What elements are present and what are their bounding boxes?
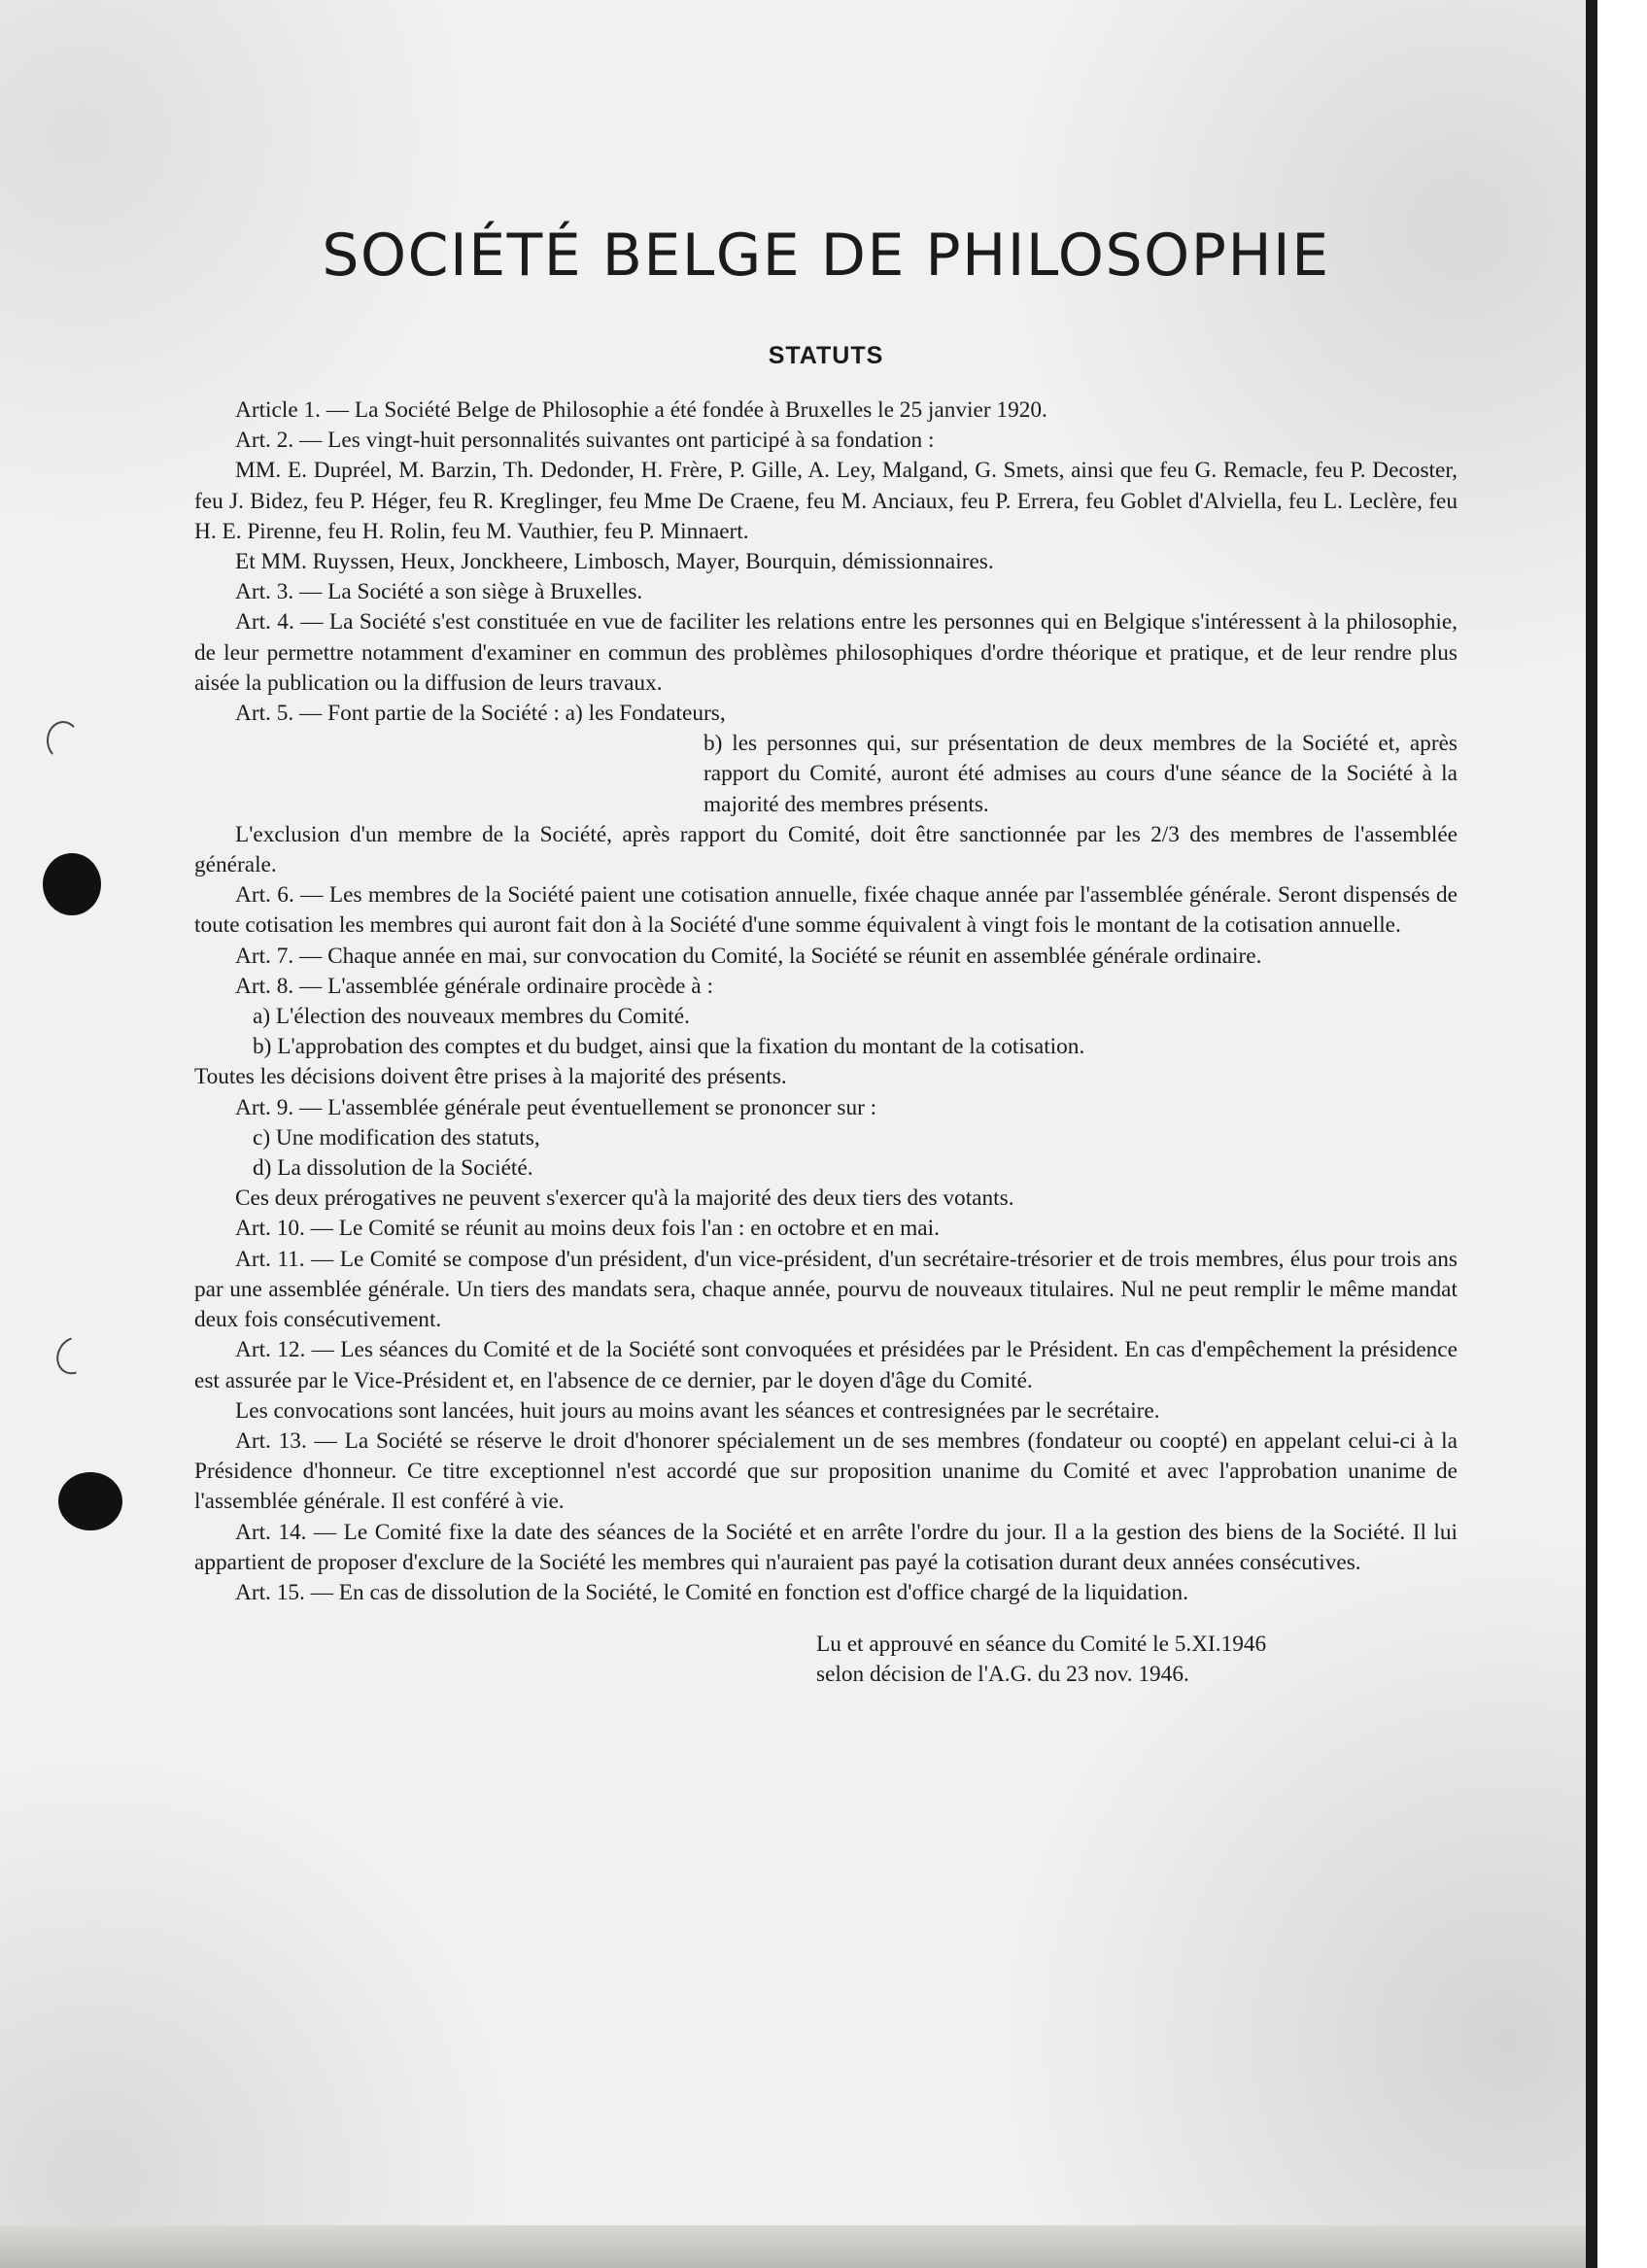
convocations-paragraph: Les convocations sont lancées, huit jours au moins avant les séances et contresignées par le secrétaire. (235, 1397, 1160, 1424)
article-1: Article 1. — La Société Belge de Philosophie a été fondée à Bruxelles le 25 janvier 1920. (235, 397, 1047, 423)
document-subtitle: STATUTS (768, 342, 884, 369)
article-7: Art. 7. — Chaque année en mai, sur convocation du Comité, la Société se réunit en assemblée générale ordinaire. (235, 943, 1262, 969)
scan-edge-strip (1586, 0, 1597, 2268)
article-8-b: b) L'approbation des comptes et du budget, ainsi que la fixation du montant de la cotisation. (253, 1034, 1085, 1060)
article-14: Art. 14. — Le Comité fixe la date des séances de la Société et en arrête l'ordre du jour. Il a la gestion des biens de la Société. Il lui appartient de proposer d'exclure de la Société les membres qui n'auraient pas payé la cotisation durant deux années consécutives. (194, 1519, 1458, 1575)
article-9-d: d) La dissolution de la Société. (253, 1155, 533, 1182)
article-13: Art. 13. — La Société se réserve le droit d'honorer spécialement un de ses membres (fondateur ou coopté) en appelant celui-ci à la Présidence d'honneur. Ce titre exceptionnel n'est accordé que sur proposition unanime du Comité et avec l'approbation unanime de l'assemblée générale. Il est conféré à vie. (194, 1427, 1458, 1515)
article-8: Art. 8. — L'assemblée générale ordinaire procède à : (235, 973, 713, 999)
exclusion-paragraph: L'exclusion d'un membre de la Société, après rapport du Comité, doit être sanctionnée par les 2/3 des membres de l'assemblée générale. (194, 821, 1458, 878)
punch-mark-icon (47, 721, 80, 760)
punch-hole-icon (43, 853, 101, 915)
article-3: Art. 3. — La Société a son siège à Bruxelles. (235, 579, 643, 605)
punch-hole-icon (58, 1472, 122, 1530)
statutes-document (194, 223, 1458, 1691)
document-body (194, 395, 1458, 1608)
article-5-b: b) les personnes qui, sur présentation de deux membres de la Société et, après rapport du Comité, auront été admises au cours d'une séance de la Société à la majorité des membres présents. (703, 731, 1458, 817)
article-12: Art. 12. — Les séances du Comité et de la Société sont convoquées et présidées par le Président. En cas d'empêchement la présidence est assurée par le Vice-Président et, en l'absence de ce dernier, par le doyen d'âge du Comité. (194, 1337, 1458, 1393)
article-15: Art. 15. — En cas de dissolution de la Société, le Comité en fonction est d'office chargé de la liquidation. (235, 1579, 1188, 1605)
approval-line-2: selon décision de l'A.G. du 23 nov. 1946. (816, 1662, 1189, 1688)
article-11: Art. 11. — Le Comité se compose d'un président, d'un vice-président, d'un secrétaire-trésorier et de trois membres, élus pour trois ans par une assemblée générale. Un tiers des mandats sera, chaque année, pourvu de nouveaux titulaires. Nul ne peut remplir le même mandat deux fois consécutivement. (194, 1246, 1458, 1333)
article-9: Art. 9. — L'assemblée générale peut éventuellement se prononcer sur : (235, 1094, 877, 1120)
decisions-paragraph: Toutes les décisions doivent être prises à la majorité des présents. (194, 1064, 787, 1090)
approval-line-1: Lu et approuvé en séance du Comité le 5.XI.1946 (816, 1632, 1267, 1658)
article-8-a: a) L'élection des nouveaux membres du Comité. (253, 1004, 690, 1030)
article-2: Art. 2. — Les vingt-huit personnalités suivantes ont participé à sa fondation : (235, 428, 935, 454)
approval-note (194, 1630, 1458, 1690)
article-4: Art. 4. — La Société s'est constituée en vue de faciliter les relations entre les personnes qui en Belgique s'intéressent à la philosophie, de leur permettre notamment d'examiner en commun des problèmes philosophiques d'ordre théorique et pratique, et de leur rendre plus aisée la publication ou la diffusion de leurs travaux. (194, 609, 1458, 696)
article-6: Art. 6. — Les membres de la Société paient une cotisation annuelle, fixée chaque année par l'assemblée générale. Seront dispensés de toute cotisation les membres qui auront fait don à la Société d'une somme équivalent à vingt fois le montant de la cotisation annuelle. (194, 882, 1458, 939)
document-title: SOCIÉTÉ BELGE DE PHILOSOPHIE (322, 222, 1330, 290)
founders-list: MM. E. Dupréel, M. Barzin, Th. Dedonder, H. Frère, P. Gille, A. Ley, Malgand, G. Smets, ainsi que feu G. Remacle, feu P. Decoster, feu J. Bidez, feu P. Héger, feu R. Kreglinger, feu Mme De Craene, feu M. Anciaux, feu P. Errera, feu Goblet d'Alviella, feu L. Leclère, feu H. E. Pirenne, feu H. Rolin, feu M. Vauthier, feu P. Minnaert. (194, 458, 1458, 544)
article-10: Art. 10. — Le Comité se réunit au moins deux fois l'an : en octobre et en mai. (235, 1216, 940, 1242)
article-9-c: c) Une modification des statuts, (253, 1124, 540, 1151)
resigned-members: Et MM. Ruyssen, Heux, Jonckheere, Limbosch, Mayer, Bourquin, démissionnaires. (235, 549, 994, 575)
scan-bottom-band (0, 2225, 1586, 2268)
article-5: Art. 5. — Font partie de la Société : a) les Fondateurs, (235, 701, 726, 727)
prerogatives-paragraph: Ces deux prérogatives ne peuvent s'exercer qu'à la majorité des deux tiers des votants. (235, 1186, 1014, 1212)
scan-edge (1586, 0, 1647, 2268)
